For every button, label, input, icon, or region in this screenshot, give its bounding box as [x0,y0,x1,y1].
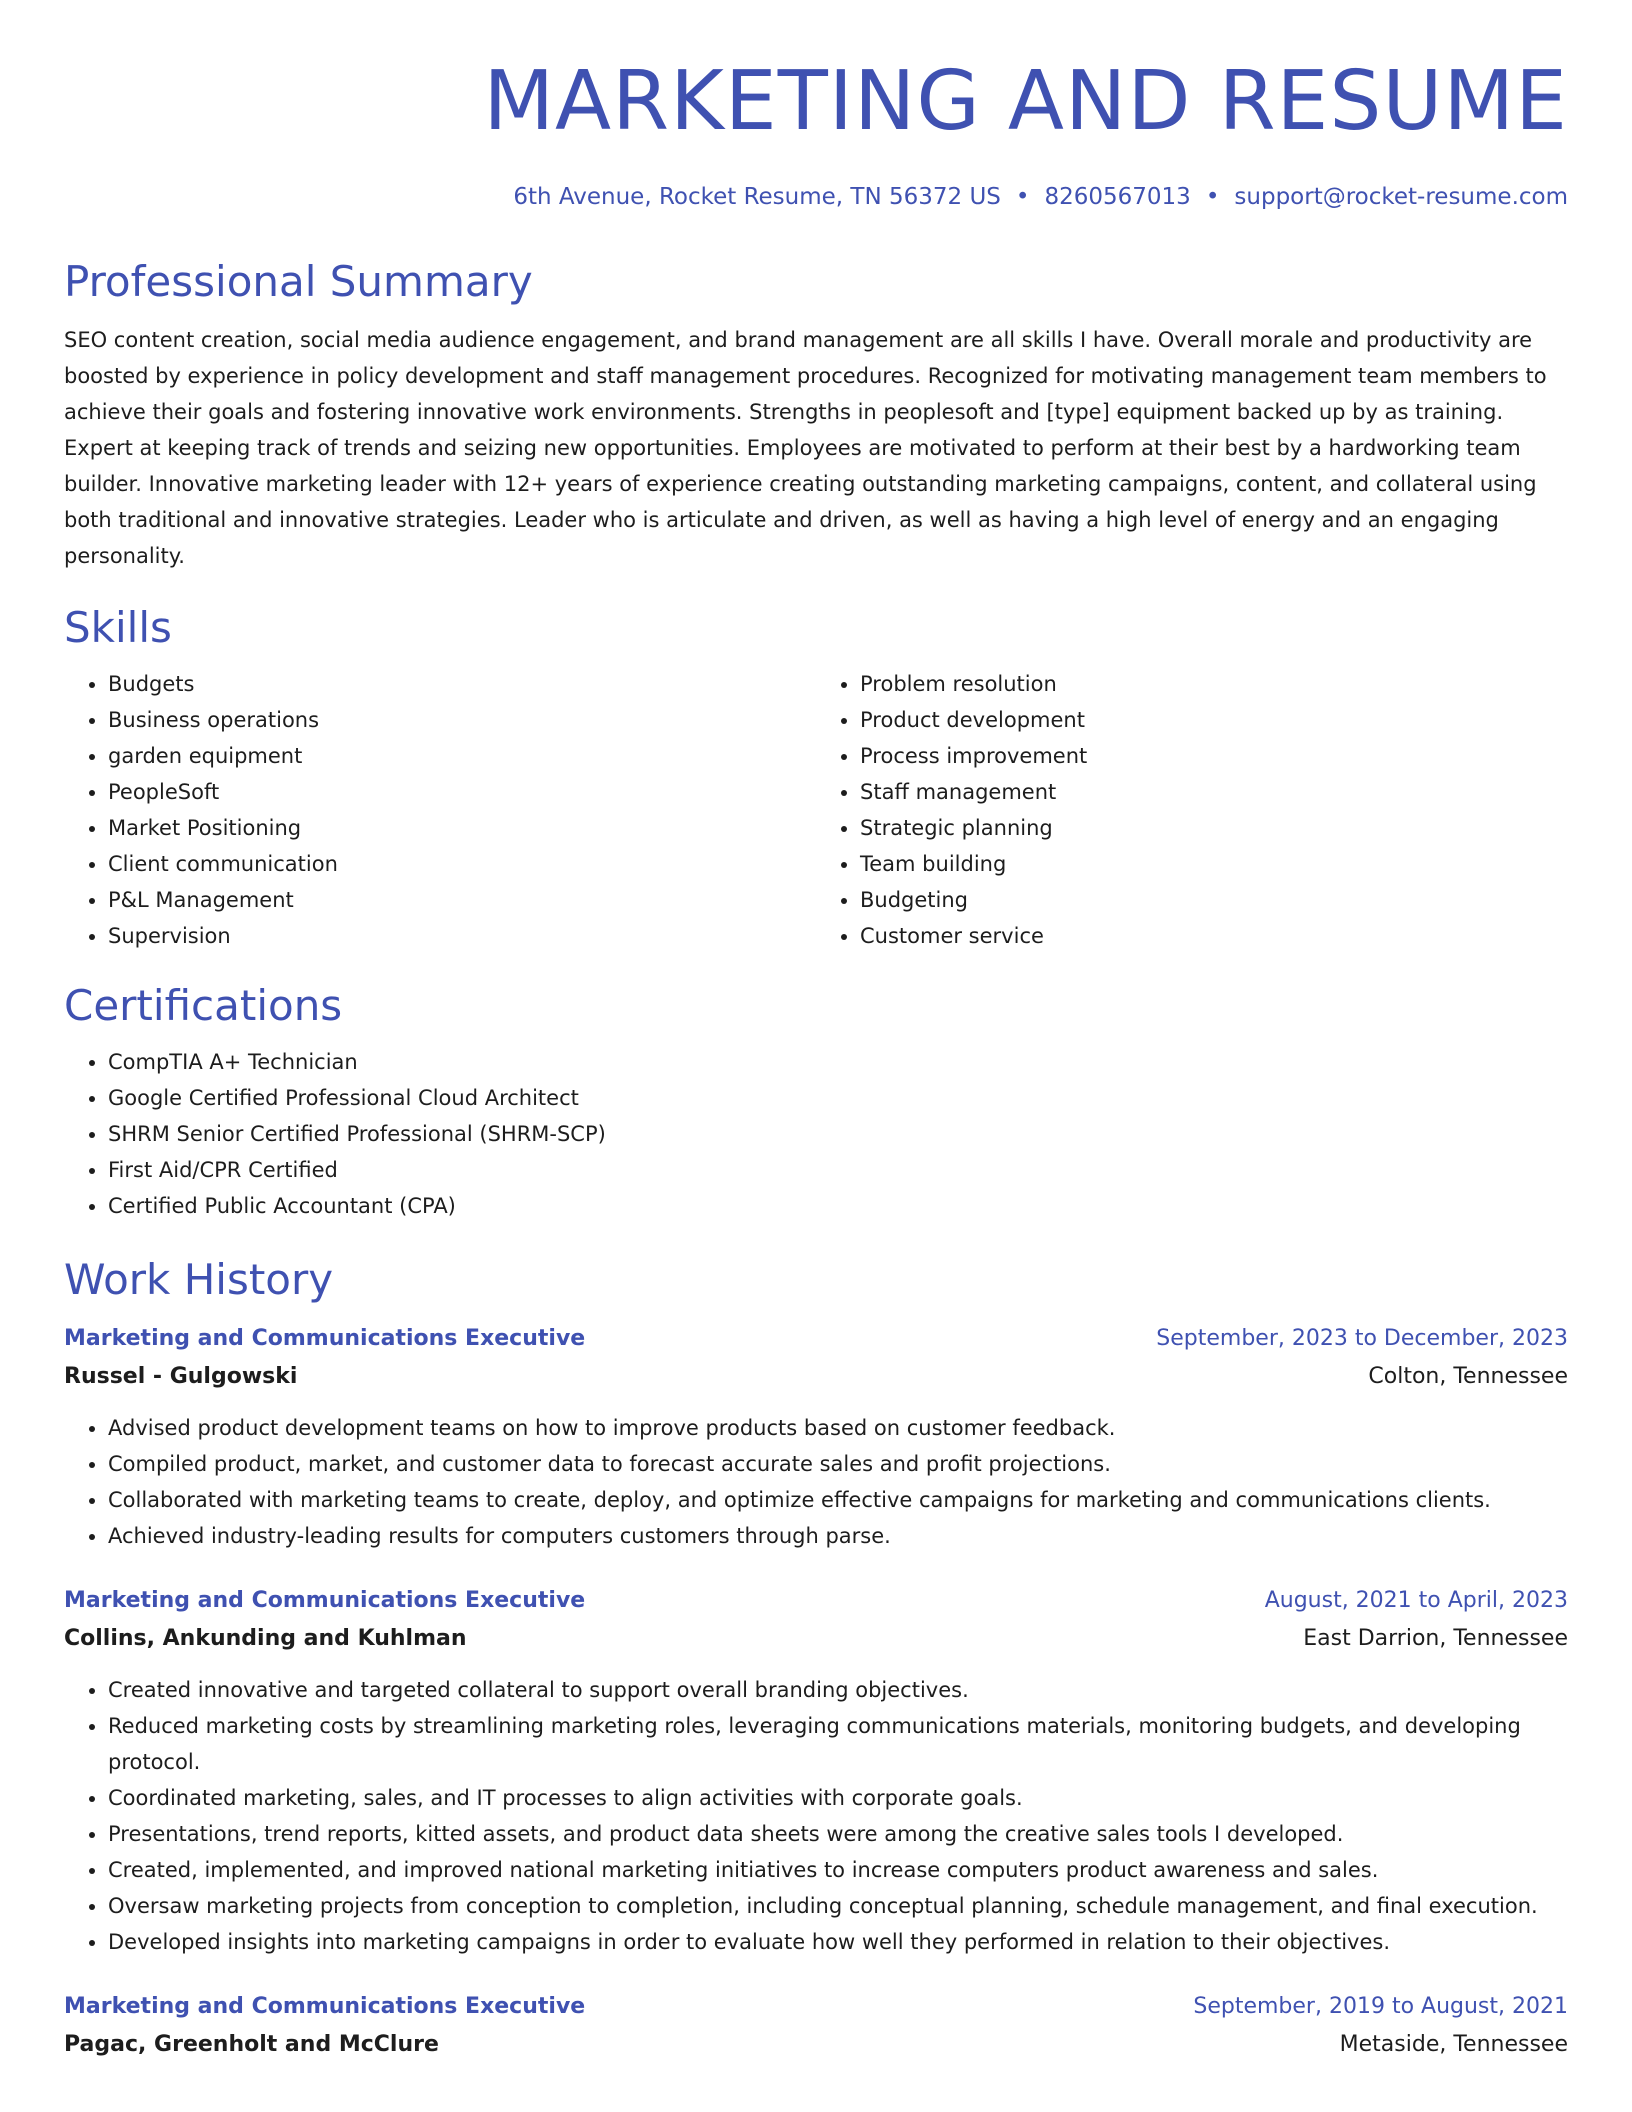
job-company-row [64,1620,1568,1658]
job-company: Pagac, Greenholt and McClure [64,2032,439,2057]
skills-list-left [64,666,816,954]
skill-item: • Customer service [860,918,1568,954]
contact-email[interactable]: support@rocket-resume.com [1234,184,1568,210]
job-company: Collins, Ankunding and Kuhlman [64,1626,467,1651]
job-location: Colton, Tennessee [1368,1364,1568,1389]
skill-item: • Product development [860,702,1568,738]
job-title: Marketing and Communications Executive [64,1326,586,1351]
job-duty-item: • Compiled product, market, and customer data to forecast accurate sales and profit projections. [108,1446,1568,1482]
job-duty-item: • Presentations, trend reports, kitted assets, and product data sheets were among the creative sales tools I developed. [108,1816,1568,1852]
job-duty-item: • Coordinated marketing, sales, and IT processes to align activities with corporate goals. [108,1780,1568,1816]
skill-item: • Team building [860,846,1568,882]
skill-item: • Strategic planning [860,810,1568,846]
job-duties-list [64,1410,1568,1554]
job-header-row [64,1988,1568,2026]
work-history-section [64,1254,1568,2064]
skill-item: • Business operations [108,702,816,738]
certification-item: • SHRM Senior Certified Professional (SHRM-SCP) [108,1116,1568,1152]
job-duty-item: • Created innovative and targeted collateral to support overall branding objectives. [108,1672,1568,1708]
skills-heading: Skills [64,603,172,652]
job-header-row [64,1582,1568,1620]
job-duty-item: • Reduced marketing costs by streamlining marketing roles, leveraging communications materials, monitoring budgets, and developing protocol. [108,1708,1568,1780]
skill-item: • PeopleSoft [108,774,816,810]
certification-item: • First Aid/CPR Certified [108,1152,1568,1188]
contact-phone: 8260567013 [1044,184,1191,210]
job-duty-item: • Developed insights into marketing campaigns in order to evaluate how well they performed in relation to their objectives. [108,1924,1568,1960]
certifications-section [64,980,1568,1224]
skill-item: • Staff management [860,774,1568,810]
job-title: Marketing and Communications Executive [64,1588,586,1613]
skill-item: • Client communication [108,846,816,882]
job-duty-item: • Advised product development teams on how to improve products based on customer feedback. [108,1410,1568,1446]
skill-item: • Problem resolution [860,666,1568,702]
job-company-row [64,2026,1568,2064]
job-entry [64,1320,1568,1554]
summary-heading: Professional Summary [64,257,533,306]
skill-item: • Budgets [108,666,816,702]
summary-section [64,256,1568,574]
job-dates: September, 2023 to December, 2023 [1156,1326,1568,1351]
job-header-row [64,1320,1568,1358]
job-location: Metaside, Tennessee [1339,2032,1568,2057]
job-duty-item: • Created, implemented, and improved national marketing initiatives to increase computers product awareness and sales. [108,1852,1568,1888]
skill-item: • Budgeting [860,882,1568,918]
contact-line [64,182,1568,212]
work-history-heading: Work History [64,1255,334,1304]
certification-item: • Certified Public Accountant (CPA) [108,1188,1568,1224]
job-duty-item: • Achieved industry-leading results for computers customers through parse. [108,1518,1568,1554]
job-duties-list [64,1672,1568,1960]
summary-text: SEO content creation, social media audience engagement, and brand management are all skills I have. Overall morale and productivity are boosted by experience in policy development and staff management procedures. Recognized for motivating management team members to achieve their goals and fostering innovative work environments. Strengths in peoplesoft and [type] equipment backed up by as training. Expert at keeping track of trends and seizing new opportunities. Employees are motivated to perform at their best by a hardworking team builder. Innovative marketing leader with 12+ years of experience creating outstanding marketing campaigns, content, and collateral using both traditional and innovative strategies. Leader who is articulate and driven, as well as having a high level of energy and an engaging personality. [64,328,1547,568]
skills-columns [64,666,1568,954]
certifications-heading: Certifications [64,981,343,1030]
skill-item: • garden equipment [108,738,816,774]
contact-address: 6th Avenue, Rocket Resume, TN 56372 US [513,184,1001,210]
job-company: Russel - Gulgowski [64,1364,298,1389]
job-dates: August, 2021 to April, 2023 [1264,1588,1568,1613]
contact-separator: • [1015,184,1030,210]
job-entry [64,1988,1568,2064]
certifications-list [64,1044,1568,1224]
job-duty-item: • Collaborated with marketing teams to create, deploy, and optimize effective campaigns for marketing and communications clients. [108,1482,1568,1518]
job-entry [64,1582,1568,1960]
skills-section [64,602,1568,954]
resume-header [64,0,1568,212]
skills-list-right [816,666,1568,954]
skill-item: • P&L Management [108,882,816,918]
job-company-row [64,1358,1568,1396]
skill-item: • Supervision [108,918,816,954]
certification-item: • CompTIA A+ Technician [108,1044,1568,1080]
job-location: East Darrion, Tennessee [1303,1626,1568,1651]
job-dates: September, 2019 to August, 2021 [1193,1994,1568,2019]
contact-separator: • [1205,184,1220,210]
job-title: Marketing and Communications Executive [64,1994,586,2019]
job-duty-item: • Oversaw marketing projects from conception to completion, including conceptual planning, schedule management, and final execution. [108,1888,1568,1924]
resume-name: MARKETING AND RESUME [483,54,1568,149]
certification-item: • Google Certified Professional Cloud Architect [108,1080,1568,1116]
skill-item: • Process improvement [860,738,1568,774]
skill-item: • Market Positioning [108,810,816,846]
